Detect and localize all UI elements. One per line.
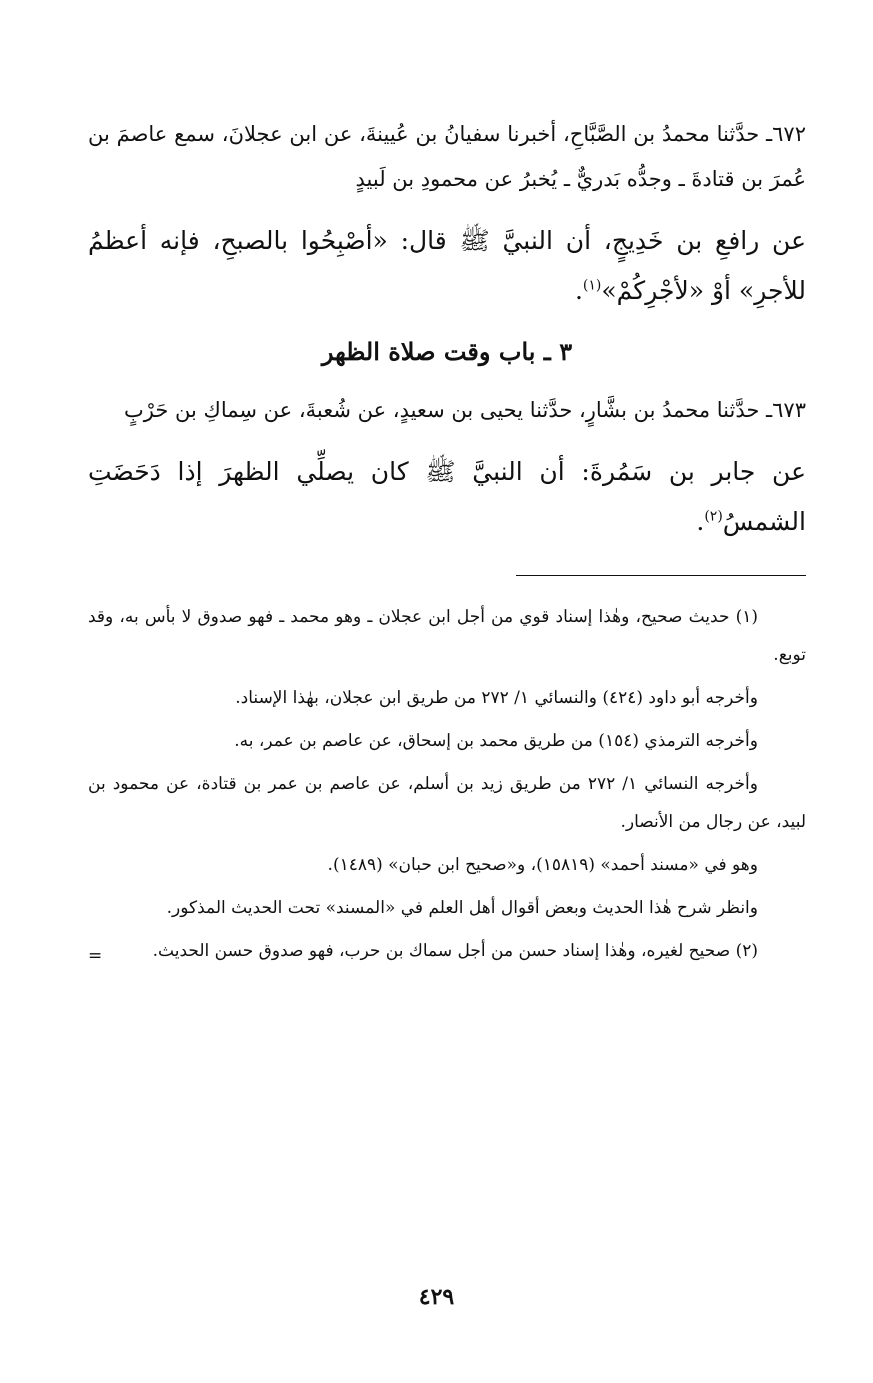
footnote-separator-wrap (88, 575, 806, 576)
footnote-paragraph: وانظر شرح هٰذا الحديث وبعض أقوال أهل العلم في «المسند» تحت الحديث المذكور. (166, 898, 758, 918)
footnote-ref-2[interactable]: (٢) (704, 508, 723, 525)
footnote-separator (516, 575, 806, 576)
page-number: ٤٢٩ (418, 1284, 455, 1310)
chapter-title: ٣ ـ باب وقت صلاة الظهر (321, 337, 573, 366)
footnote-paragraph: وأخرجه النسائي ١/ ٢٧٢ من طريق زيد بن أسلم، عن عاصم بن عمر بن قتادة، عن محمود بن لبيد، عن رجال من الأنصار. (88, 774, 806, 832)
hadith-672-matn: عن رافعِ بن خَدِيجٍ، أن النبيَّ ﷺ قال: «أصْبِحُوا بالصبحِ، فإنه أعظمُ للأجرِ» أوْ «لأجْرِكُمْ»$^{(١)}$. (88, 226, 806, 305)
hadith-673-matn-text: عن جابر بن سَمُرةَ: أن النبيَّ ﷺ كان يصلِّي الظهرَ إذا دَحَضَتِ الشمسُ (88, 457, 806, 536)
hadith-673-matn: عن جابر بن سَمُرةَ: أن النبيَّ ﷺ كان يصلِّي الظهرَ إذا دَحَضَتِ الشمسُ$^{(٢)}$. (88, 457, 806, 536)
footnote-last-wrap (88, 932, 806, 970)
footnote-paragraph: (٢) صحيح لغيره، وهٰذا إسناد حسن من أجل سماك بن حرب، فهو صدوق حسن الحديث. (152, 941, 758, 961)
hadith-672-isnad: ٦٧٢ـ حدَّثنا محمدُ بن الصَّبَّاحِ، أخبرنا سفيانُ بن عُيينةَ، عن ابن عجلانَ، سمع عاصمَ بن عُمرَ بن قتادةَ ـ وجدُّه بَدريٌّ ـ يُخبرُ عن محمودِ بن لَبيدٍ (88, 122, 806, 191)
footnote-paragraph: وهو في «مسند أحمد» (١٥٨١٩)، و«صحيح ابن حبان» (١٤٨٩). (327, 855, 758, 875)
footnotes (88, 598, 806, 970)
continuation-mark: = (88, 946, 103, 966)
footnote-paragraph: (١) حديث صحيح، وهٰذا إسناد قوي من أجل ابن عجلان ـ وهو محمد ـ فهو صدوق لا بأس به، وقد توبع. (88, 607, 806, 665)
hadith-672-matn-text: عن رافعِ بن خَدِيجٍ، أن النبيَّ ﷺ قال: «أصْبِحُوا بالصبحِ، فإنه أعظمُ للأجرِ» أوْ «لأجْرِكُمْ» (88, 226, 806, 305)
page-body (88, 112, 806, 975)
footnote-paragraph: وأخرجه الترمذي (١٥٤) من طريق محمد بن إسحاق، عن عاصم بن عمر، به. (234, 731, 758, 751)
footnote-ref-1[interactable]: (١) (582, 277, 602, 294)
footnote-paragraph: وأخرجه أبو داود (٤٢٤) والنسائي ١/ ٢٧٢ من طريق ابن عجلان، بهٰذا الإسناد. (235, 688, 758, 708)
hadith-673-isnad: ٦٧٣ـ حدَّثنا محمدُ بن بشَّارٍ، حدَّثنا يحيى بن سعيدٍ، عن شُعبةَ، عن سِماكِ بن حَرْبٍ (124, 398, 806, 422)
